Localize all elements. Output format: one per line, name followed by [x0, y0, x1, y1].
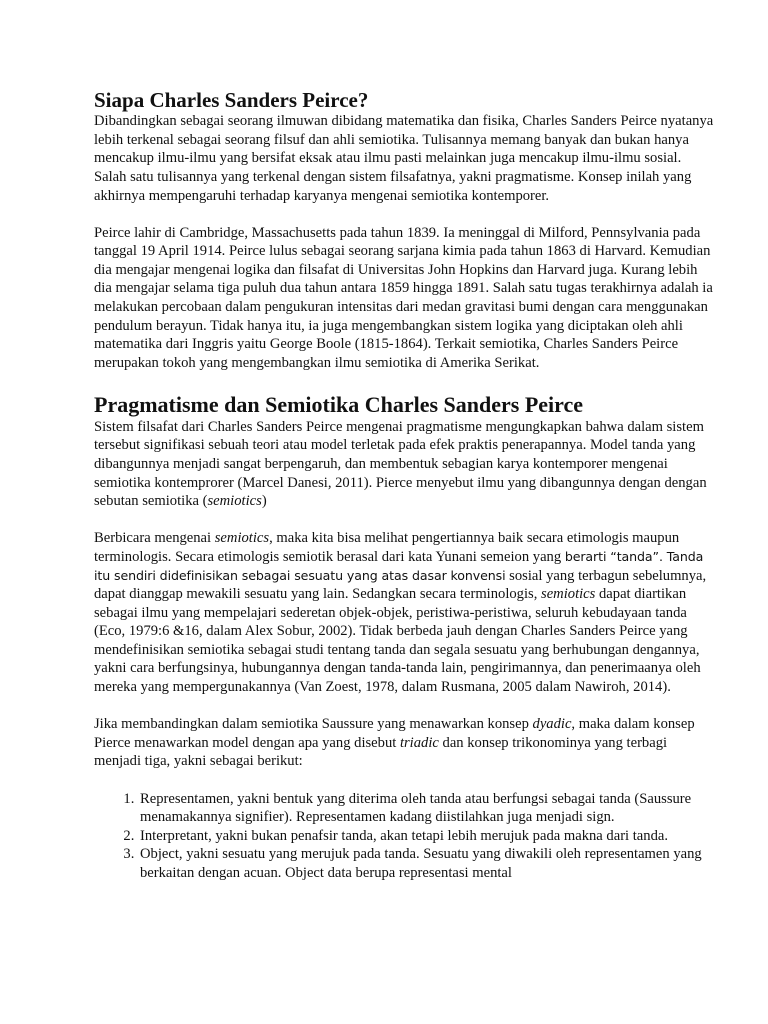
- italic-term: semiotics: [207, 493, 262, 510]
- section-title-pragmatism: Pragmatisme dan Semiotika Charles Sanders Peirce: [94, 392, 584, 418]
- text-run: ): [261, 493, 267, 510]
- paragraph-pragmatism: [94, 418, 714, 511]
- text-run: Sistem filsafat dari Charles Sanders Peirce mengenai pragmatisme mengungkapkan bahwa dalam sistem tersebut signifikasi sebuah teori atau model terletak pada efek praktis penerapannya. Model tanda yang dibangunnya menjadi sangat berpengaruh, dan membentuk sebagian karya kontemporer mengenai semiotika kontemprorer (Marcel Danesi, 2011). Pierce menyebut ilmu yang dibangunnya dengan dengan sebutan semiotika (: [94, 418, 707, 510]
- list-item: 1. Representamen, yakni bentuk yang diterima oleh tanda atau berfungsi sebagai tanda (Saussure menamakannya signifier). Representamen kadang diistilahkan juga menjadi sign.: [138, 790, 714, 827]
- text-run: , maka kita bisa melihat pengertiannya baik secara etimologis maupun terminologis. Secara etimologis semiotik berasal dari kata Yunani semeion yang: [94, 530, 680, 565]
- paragraph-semiotics-definition: [94, 529, 714, 696]
- text-run: sosial yang terbagun sebelumnya, dapat dianggap mewakili sesuatu yang lain. Sedangkan secara terminologis,: [94, 567, 707, 603]
- triadic-list: [94, 790, 714, 883]
- italic-term: semiotics: [214, 530, 270, 547]
- italic-term: dyadic: [532, 716, 572, 733]
- text-run-sans: berarti “tanda”. Tanda itu sendiri didefinisikan sebagai sesuatu yang atas dasar konvensi: [94, 548, 704, 583]
- paragraph-biography: Peirce lahir di Cambridge, Massachusetts pada tahun 1839. Ia meninggal di Milford, Pennsylvania pada tanggal 19 April 1914. Peirce lulus sebagai seorang sarjana kimia pada tahun 1863 di Harvard. Kemudian dia mengajar mengenai logika dan filsafat di Universitas John Hopkins dan Harvard juga. Kurang lebih dia mengajar selama tiga puluh dua tahun antara 1859 hingga 1891. Salah satu tugas terakhirnya adalah ia melakukan percobaan dalam pengukuran intensitas dari medan gravitasi bumi dengan cara menggunakan pendulum berayun. Tidak hanya itu, ia juga mengembangkan sistem logika yang diciptakan oleh ahli matematika dari Inggris yaitu George Boole (1815-1864). Terkait semiotika, Charles Sanders Peirce merupakan tokoh yang mengembangkan ilmu semiotika di Amerika Serikat.: [94, 224, 713, 371]
- list-item: 3. Object, yakni sesuatu yang merujuk pada tanda. Sesuatu yang diwakili oleh representamen yang berkaitan dengan acuan. Object data berupa representasi mental: [138, 845, 714, 882]
- text-run: dapat diartikan sebagai ilmu yang mempelajari sederetan objek-objek, peristiwa-peristiwa, seluruh kebudayaan tanda (Eco, 1979:6 &16, dalam Alex Sobur, 2002). Tidak berbeda jauh dengan Charles Sanders Peirce yang mendefinisikan semiotika sebagai studi tentang tanda dan segala sesuatu yang berhubungan dengannya, yakni cara berfungsinya, hubungannya dengan tanda-tanda lain, pengirimannya, dan penerimaanya oleh mereka yang mempergunakannya (Van Zoest, 1978, dalam Rusmana, 2005 dalam Nawiroh, 2014).: [94, 586, 701, 696]
- list-item: 2. Interpretant, yakni bukan penafsir tanda, akan tetapi lebih merujuk pada makna dari tanda.: [138, 827, 714, 846]
- text-run: Berbicara mengenai: [94, 530, 215, 547]
- section-title-peirce: Siapa Charles Sanders Peirce?: [94, 88, 369, 112]
- italic-term: semiotics: [541, 586, 596, 603]
- document-page: [94, 88, 714, 883]
- text-run: dan konsep trikonominya yang terbagi menjadi tiga, yakni sebagai berikut:: [94, 734, 668, 770]
- paragraph-intro: Dibandingkan sebagai seorang ilmuwan dibidang matematika dan fisika, Charles Sanders Peirce nyatanya lebih terkenal sebagai seorang filsuf dan ahli semiotika. Tulisannya memang banyak dan bukan hanya mencakup ilmu-ilmu yang bersifat eksak atau ilmu pasti melainkan juga mencakup ilmu-ilmu sosial. Salah satu tulisannya yang terkenal dengan sistem filsafatnya, yakni pragmatisme. Konsep inilah yang akhirnya mempengaruhi terhadap karyanya mengenai semiotika kontemporer.: [94, 113, 714, 204]
- text-run: Jika membandingkan dalam semiotika Saussure yang menawarkan konsep: [94, 716, 533, 733]
- paragraph-triadic: [94, 715, 714, 771]
- italic-term: triadic: [399, 734, 439, 751]
- text-run: , maka dalam konsep Pierce menawarkan model dengan apa yang disebut: [94, 716, 695, 751]
